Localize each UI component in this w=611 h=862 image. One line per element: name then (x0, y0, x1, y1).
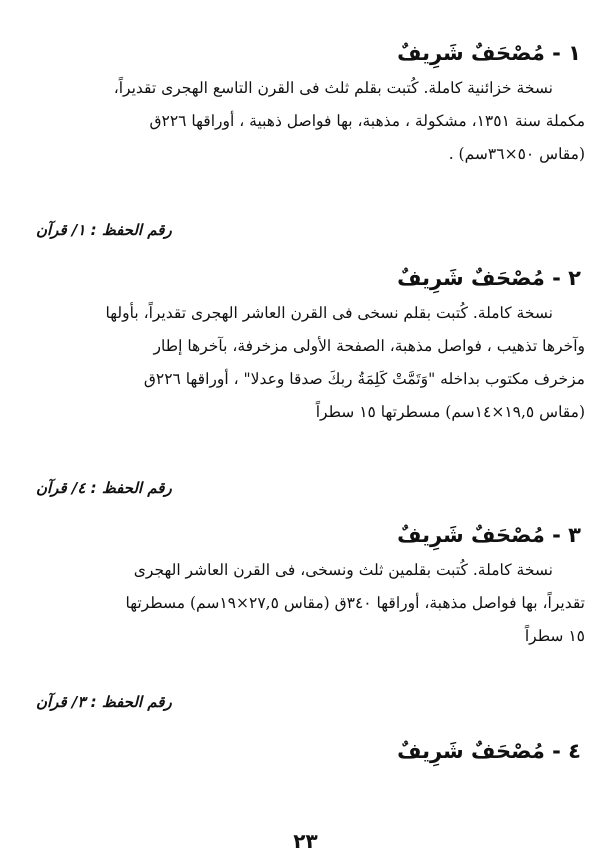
entry-title: ١ - مُصْحَفٌ شَرِيفٌ (397, 41, 581, 65)
shelf-number-text: رقم الحفظ : ١/ قرآن (36, 221, 172, 239)
shelf-number (22, 218, 589, 242)
entry-line: (مقاس ١٩,٥×١٤سم) مسطرتها ١٥ سطراً (315, 403, 585, 421)
shelf-number (22, 690, 589, 714)
catalog-entry-1 (22, 38, 589, 171)
catalog-entry-3 (22, 520, 589, 653)
entry-title: ٣ - مُصْحَفٌ شَرِيفٌ (397, 523, 581, 547)
entry-line: مكملة سنة ١٣٥١، مشكولة ، مذهبة، بها فواصل ذهبية ، أوراقها ٢٢٦ق (149, 112, 585, 130)
entry-line: تقديراً، بها فواصل مذهبة، أوراقها ٣٤٠ق (مقاس ٢٧,٥×١٩سم) مسطرتها (125, 594, 585, 612)
entry-line: وآخرها تذهيب ، فواصل مذهبة، الصفحة الأولى مزخرفة، بآخرها إطار (153, 337, 585, 355)
entry-line: مزخرف مكتوب بداخله "وَتَمَّتْ كَلِمَةُ ربكَ صدقا وعدلا" ، أوراقها ٢٢٦ق (143, 370, 585, 388)
page-number: ٢٣ (293, 829, 318, 853)
document-page (22, 10, 589, 853)
entry-line: نسخة خزائنية كاملة. كُتبت بقلم ثلث فى القرن التاسع الهجرى تقديراً، (113, 79, 553, 97)
catalog-entry-4 (22, 736, 589, 766)
entry-line: (مقاس ٥٠×٣٦سم) . (448, 145, 585, 163)
shelf-number-text: رقم الحفظ : ٣/ قرآن (36, 693, 172, 711)
entry-line: نسخة كاملة. كُتبت بقلم نسخى فى القرن العاشر الهجرى تقديراً، بأولها (105, 304, 553, 322)
shelf-number-text: رقم الحفظ : ٤/ قرآن (36, 479, 172, 497)
entry-title: ٢ - مُصْحَفٌ شَرِيفٌ (397, 266, 581, 290)
shelf-number (22, 476, 589, 500)
catalog-entry-2 (22, 263, 589, 429)
entry-title: ٤ - مُصْحَفٌ شَرِيفٌ (397, 739, 581, 763)
entry-line: ١٥ سطراً (524, 627, 585, 645)
entry-description (22, 554, 589, 653)
entry-description (22, 72, 589, 171)
entry-line: نسخة كاملة. كُتبت بقلمين ثلث ونسخى، فى القرن العاشر الهجرى (133, 561, 553, 579)
entry-description (22, 297, 589, 429)
